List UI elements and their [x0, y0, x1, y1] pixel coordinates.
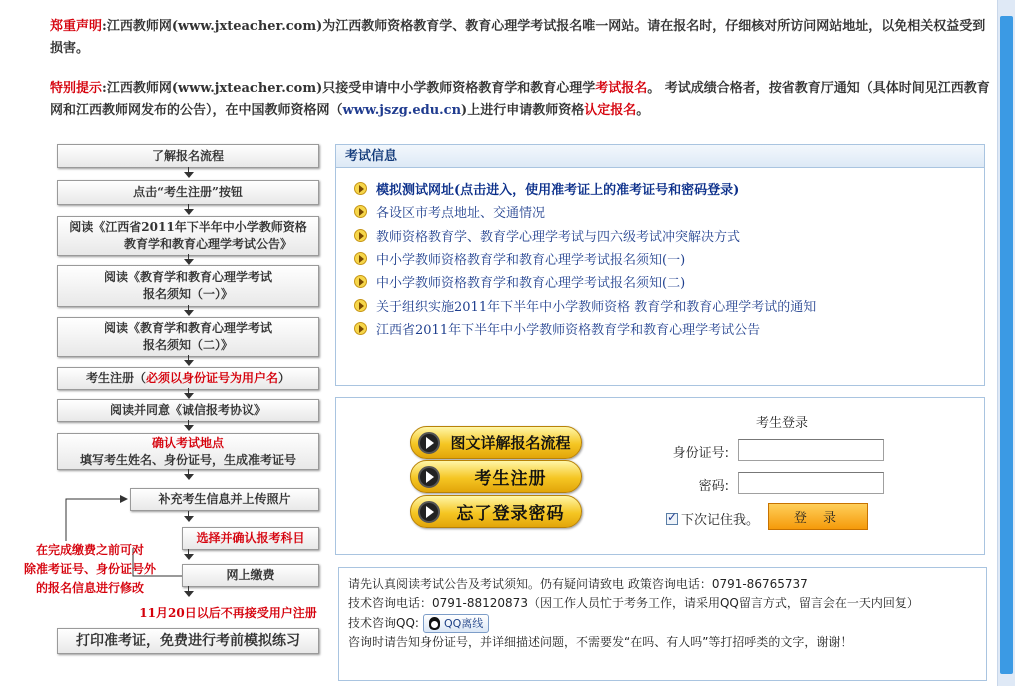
- exam-link-organize-notice[interactable]: [354, 293, 984, 316]
- notice-statement: [50, 16, 990, 60]
- play-icon: [418, 432, 440, 454]
- flow-step-choose-subject[interactable]: [182, 527, 319, 550]
- contact-policy-line: 请先认真阅读考试公告及考试须知。仍有疑问请致电 政策咨询电话：0791-86765737: [348, 577, 808, 591]
- exam-link-label: 教师资格教育学、教育学心理学考试与四六级考试冲突解决方式: [376, 229, 741, 245]
- arrow-bullet-icon: [354, 205, 367, 218]
- flow-step-label: 了解报名流程: [151, 148, 224, 163]
- exam-link-locations[interactable]: [354, 200, 984, 223]
- flow-text: 考生注册（: [85, 371, 146, 385]
- flow-step-label: 网上缴费: [226, 568, 275, 582]
- exam-link-announcement[interactable]: [354, 317, 984, 340]
- arrow-bullet-icon: [354, 322, 367, 335]
- password-input[interactable]: [738, 472, 884, 494]
- qq-label: 技术咨询QQ:: [348, 616, 419, 630]
- flow-step-online-payment[interactable]: [182, 564, 319, 587]
- notice-special-red-a: 考试报名: [595, 81, 648, 96]
- exam-info-title: 考试信息: [336, 145, 984, 168]
- notice-special-text-a: :江西教师网(www.jxteacher.com)只接受申请中小学教师资格教育学和教育心理学: [102, 81, 596, 96]
- notice-special-text-c: )上进行申请教师资格: [461, 103, 585, 118]
- flow-step-label: 确认考试地点: [151, 435, 224, 450]
- forgot-password-button[interactable]: [410, 495, 582, 528]
- contact-panel: [338, 567, 987, 681]
- exam-link-mock-test[interactable]: [354, 177, 984, 200]
- notice-statement-text: :江西教师网(www.jxteacher.com)为江西教师资格教育学、教育心理学考试报名唯一网站。请在报名时，仔细核对所访问网站地址，以免相关权益受到损害。: [50, 19, 986, 56]
- flow-step-label: 阅读并同意《诚信报考协议》: [109, 403, 266, 417]
- exam-link-label: 模拟测试网址(点击进入，使用准考证上的准考证号和密码登录): [376, 183, 740, 199]
- flow-step-label: [58, 370, 318, 387]
- deadline-note: 11月20日以后不再接受用户注册: [139, 606, 317, 620]
- qq-row: [348, 614, 986, 633]
- flow-step-click-register[interactable]: [57, 180, 319, 205]
- arrow-bullet-icon: [354, 229, 367, 242]
- login-title: 考生登录: [756, 416, 809, 431]
- exam-link-label: 江西省2011年下半年中小学教师资格教育学和教育心理学考试公告: [376, 322, 761, 338]
- register-label: 考生注册: [474, 469, 547, 489]
- login-panel: [335, 397, 985, 555]
- notice-special-label: 特别提示: [50, 81, 103, 96]
- jszg-link[interactable]: www.jszg.edu.cn: [342, 103, 462, 118]
- remember-label: 下次记住我。: [681, 513, 760, 528]
- flow-step-register[interactable]: [57, 367, 319, 390]
- notice-statement-label: 郑重声明: [50, 19, 103, 34]
- id-number-input[interactable]: [738, 439, 884, 461]
- vertical-scrollbar[interactable]: [997, 0, 1015, 686]
- flow-step-read-notice-1[interactable]: [57, 265, 319, 307]
- exam-link-label: 关于组织实施2011年下半年中小学教师资格 教育学和教育心理学考试的通知: [376, 299, 817, 315]
- modify-note: [14, 541, 166, 598]
- modify-note-line: 的报名信息进行修改: [35, 581, 144, 595]
- flow-arrow: [184, 208, 194, 216]
- forgot-password-label: 忘了登录密码: [456, 504, 565, 524]
- exam-link-notice-2[interactable]: [354, 270, 984, 293]
- flow-step-read-notice-2[interactable]: [57, 317, 319, 357]
- exam-link-label: 中小学教师资格教育学和教育心理学考试报名须知(二): [376, 276, 686, 292]
- loop-line-back: [66, 499, 120, 541]
- process-guide-label: 图文详解报名流程: [450, 434, 571, 452]
- process-guide-button[interactable]: [410, 426, 582, 459]
- loop-arrowhead: [120, 495, 128, 503]
- arrow-bullet-icon: [354, 182, 367, 195]
- remember-me[interactable]: [666, 509, 759, 528]
- flow-arrow: [184, 553, 194, 561]
- login-button[interactable]: 登 录: [768, 503, 868, 530]
- notice-special-red-b: 认定报名: [584, 103, 637, 118]
- flow-step-label: 教育学和教育心理学考试公告》: [123, 237, 292, 251]
- flow-step-read-announcement[interactable]: [57, 216, 319, 256]
- flow-arrow: [184, 515, 194, 523]
- password-label: 密码:: [698, 479, 729, 494]
- play-icon: [418, 501, 440, 523]
- notice-special-text-b: 。 考试成绩合格者，按省教育厅通知（具体时间见江西教育网和江西教师网发布的公告），在中国教师资格网（: [50, 81, 990, 118]
- qq-penguin-icon: [429, 617, 440, 630]
- register-button[interactable]: [410, 460, 582, 493]
- notice-special-text-d: 。: [636, 103, 650, 118]
- flow-step-label: 阅读《教育学和教育心理学考试: [103, 270, 272, 284]
- flow-arrow: [184, 309, 194, 317]
- scrollbar-thumb[interactable]: [1000, 16, 1013, 674]
- flow-step-label: 打印准考证，免费进行考前模拟练习: [76, 632, 300, 649]
- flow-step-agree-protocol[interactable]: [57, 399, 319, 422]
- flow-arrow: [184, 590, 194, 598]
- exam-link-cet-conflict[interactable]: [354, 224, 984, 247]
- flow-step-label: 阅读《教育学和教育心理学考试: [103, 321, 272, 335]
- flow-step-label: 点击“考生注册”按钮: [133, 185, 243, 199]
- contact-tech-line: 技术咨询电话：0791-88120873（因工作人员忙于考务工作，请采用QQ留言方式，留言会在一天内回复）: [348, 596, 919, 610]
- flow-step-label: 阅读《江西省2011年下半年中小学教师资格: [69, 220, 307, 234]
- flow-step-label: 报名须知（二）》: [142, 338, 233, 352]
- flow-step-understand-process[interactable]: [57, 144, 319, 168]
- flow-step-confirm-location[interactable]: [57, 433, 319, 470]
- flow-step-label: 选择并确认报考科目: [196, 531, 305, 545]
- flow-step-upload-photo[interactable]: [130, 488, 319, 511]
- modify-note-line: 在完成缴费之前可对: [35, 543, 144, 557]
- flow-step-label: 填写考生姓名、身份证号，生成准考证号: [79, 452, 296, 467]
- arrow-bullet-icon: [354, 275, 367, 288]
- remember-checkbox[interactable]: [666, 513, 678, 525]
- qq-offline-label: QQ离线: [443, 617, 484, 630]
- flow-step-label: 补充考生信息并上传照片: [158, 492, 291, 506]
- flow-arrow: [184, 424, 194, 432]
- modify-note-line: 除准考证号、身份证号外: [23, 562, 156, 576]
- arrow-bullet-icon: [354, 252, 367, 265]
- exam-link-notice-1[interactable]: [354, 247, 984, 270]
- flow-arrow: [184, 359, 194, 367]
- flow-arrow: [184, 171, 194, 179]
- id-label: 身份证号:: [672, 446, 729, 461]
- flow-step-label: 报名须知（一）》: [142, 287, 233, 301]
- notice-special: [50, 78, 990, 122]
- qq-offline-button[interactable]: [423, 614, 489, 633]
- arrow-bullet-icon: [354, 299, 367, 312]
- exam-info-list: [336, 168, 984, 340]
- flow-step-print-ticket[interactable]: [57, 628, 319, 654]
- exam-link-label: 中小学教师资格教育学和教育心理学考试报名须知(一): [376, 253, 686, 269]
- exam-info-panel: [335, 144, 985, 386]
- exam-link-label: 各设区市考点地址、交通情况: [376, 206, 546, 222]
- contact-hint-line: 咨询时请告知身份证号，并详细描述问题，不需要发“在吗、有人吗”等打招呼类的文字，谢谢！: [348, 635, 853, 649]
- flow-arrow: [184, 473, 194, 481]
- flow-text-red: 必须以身份证号为用户名: [145, 371, 278, 385]
- flow-text: ）: [278, 371, 291, 385]
- play-icon: [418, 466, 440, 488]
